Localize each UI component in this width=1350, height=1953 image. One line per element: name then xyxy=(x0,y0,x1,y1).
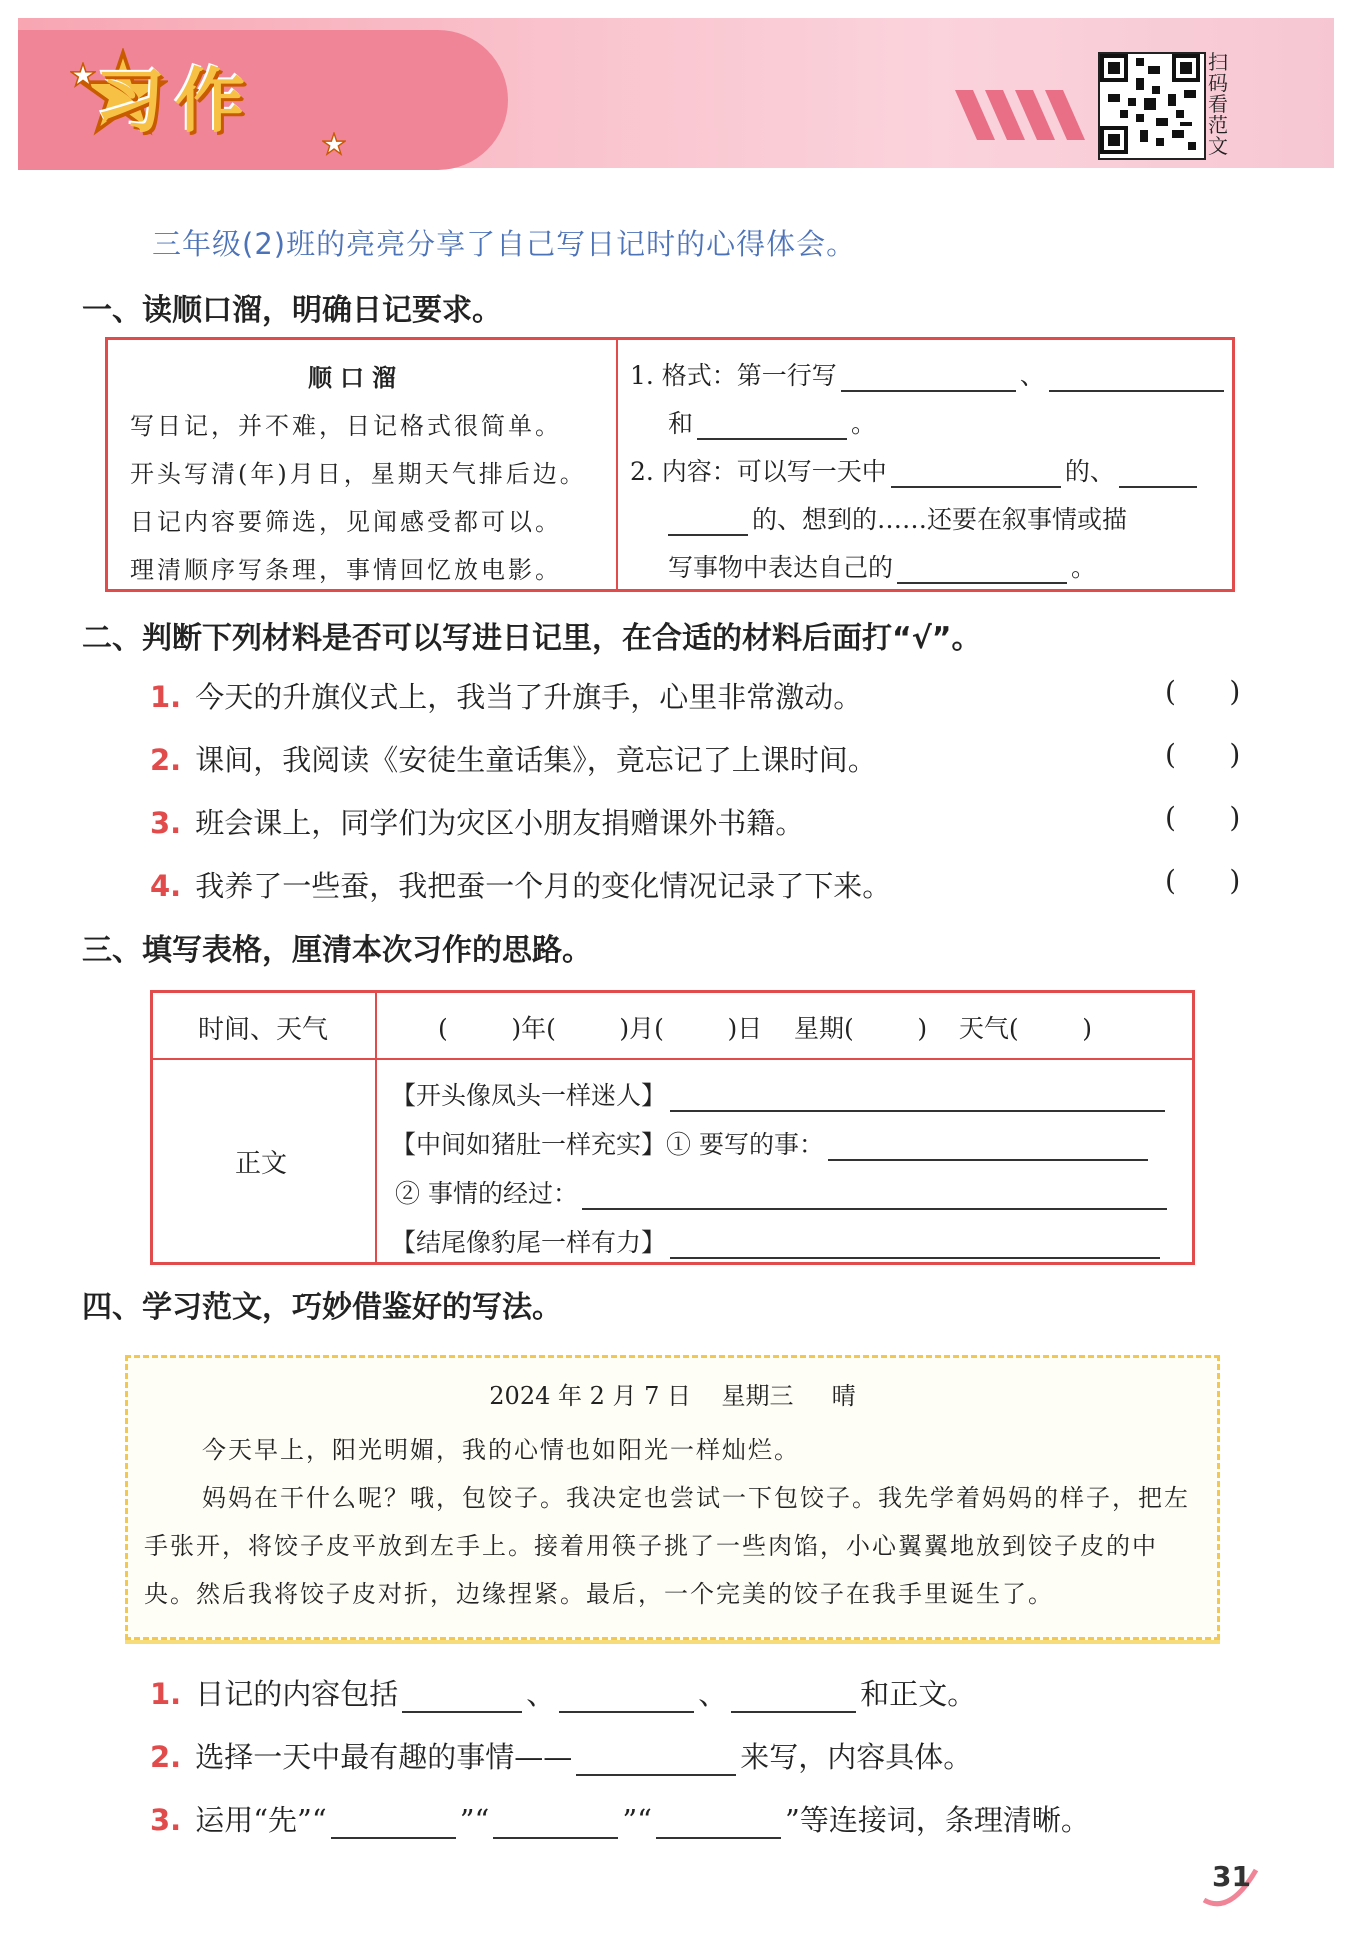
sample-essay-box xyxy=(125,1355,1220,1640)
rhyme-title: 顺口溜 xyxy=(308,363,404,392)
time-weather-label: 时间、天气 xyxy=(198,1015,329,1045)
req2-line2: 的、想到的……还要在叙事情或描 xyxy=(752,505,1128,534)
question-2 xyxy=(150,1735,972,1776)
q2-text: 选择一天中最有趣的事情—— xyxy=(195,1740,573,1774)
ending-row xyxy=(391,1223,1164,1259)
q1-sep: 、 xyxy=(698,1677,728,1711)
q3-end: ”等连接词，条理清晰。 xyxy=(785,1803,1090,1837)
req2-end: 。 xyxy=(1071,553,1097,582)
judgment-item xyxy=(150,864,891,905)
item-number: 2. xyxy=(150,743,182,777)
intro-text: 三年级(2)班的亮亮分享了自己写日记时的心得体会。 xyxy=(152,227,857,261)
q2-blank[interactable] xyxy=(576,1748,736,1776)
answer-paren[interactable]: ( ) xyxy=(1165,864,1241,897)
time-weather-value[interactable]: ( )年( )月( )日 星期( ) 天气( ) xyxy=(438,1014,1092,1043)
item-number: 2. xyxy=(150,1740,182,1774)
ending-label: 【结尾像豹尾一样有力】 xyxy=(391,1228,667,1257)
req1-label: 1. 格式：第一行写 xyxy=(630,361,837,390)
qr-label: 扫码看范文 xyxy=(1208,50,1228,158)
req1-and: 和 xyxy=(668,409,694,438)
small-star-icon xyxy=(70,62,96,88)
body-label: 正文 xyxy=(235,1149,288,1179)
opening-blank[interactable] xyxy=(670,1084,1165,1112)
q2-end: 来写，内容具体。 xyxy=(740,1740,973,1774)
essay-paragraph: 今天早上，阳光明媚，我的心情也如阳光一样灿烂。 xyxy=(202,1436,800,1464)
req2-de: 的、 xyxy=(1064,457,1115,486)
middle-row xyxy=(391,1125,1152,1161)
q1-blank-3[interactable] xyxy=(731,1685,856,1713)
content-blank-3[interactable] xyxy=(668,508,748,536)
item-text: 班会课上，同学们为灾区小朋友捐赠课外书籍。 xyxy=(195,806,805,840)
item-text: 我养了一些蚕，我把蚕一个月的变化情况记录了下来。 xyxy=(195,869,892,903)
table-hline xyxy=(153,1058,1192,1060)
ending-blank[interactable] xyxy=(670,1231,1160,1259)
process-row xyxy=(395,1174,1171,1210)
section2-heading: 二、判断下列材料是否可以写进日记里，在合适的材料后面打“√”。 xyxy=(82,621,982,656)
format-blank-3[interactable] xyxy=(697,412,847,440)
content-blank-1[interactable] xyxy=(891,460,1061,488)
format-requirement xyxy=(630,356,1228,392)
decorative-stripes xyxy=(955,90,1085,140)
q3-mid: ”“ xyxy=(622,1803,652,1837)
question-1 xyxy=(150,1672,976,1713)
question-3 xyxy=(150,1798,1090,1839)
requirements-box xyxy=(105,337,1235,592)
item-number: 3. xyxy=(150,806,182,840)
q3-blank-1[interactable] xyxy=(331,1811,456,1839)
req1-end: 。 xyxy=(851,409,877,438)
content-requirement-cont2 xyxy=(668,548,1096,584)
answer-paren[interactable]: ( ) xyxy=(1165,801,1241,834)
req2-label: 2. 内容：可以写一天中 xyxy=(630,457,887,486)
format-blank-2[interactable] xyxy=(1049,364,1224,392)
middle-blank[interactable] xyxy=(828,1133,1148,1161)
content-requirement xyxy=(630,452,1201,488)
item-text: 今天的升旗仪式上，我当了升旗手，心里非常激动。 xyxy=(195,680,863,714)
item-number: 1. xyxy=(150,1677,182,1711)
process-label: ② 事情的经过： xyxy=(395,1179,578,1208)
rhyme-line: 开头写清(年)月日，星期天气排后边。 xyxy=(130,460,587,488)
table-vline xyxy=(375,993,377,1262)
q1-text: 日记的内容包括 xyxy=(195,1677,399,1711)
judgment-item xyxy=(150,738,877,779)
rhyme-line: 理清顺序写条理，事情回忆放电影。 xyxy=(130,556,562,584)
q3-blank-2[interactable] xyxy=(493,1811,618,1839)
req2-line3: 写事物中表达自己的 xyxy=(668,553,894,582)
item-number: 1. xyxy=(150,680,182,714)
q3-blank-3[interactable] xyxy=(656,1811,781,1839)
format-blank-1[interactable] xyxy=(841,364,1016,392)
content-blank-4[interactable] xyxy=(897,556,1067,584)
content-requirement-cont xyxy=(668,500,1127,536)
q1-blank-2[interactable] xyxy=(559,1685,694,1713)
essay-date: 2024 年 2 月 7 日 星期三 晴 xyxy=(489,1382,856,1410)
item-number: 4. xyxy=(150,869,182,903)
section1-heading: 一、读顺口溜，明确日记要求。 xyxy=(82,293,502,328)
rhyme-line: 日记内容要筛选，见闻感受都可以。 xyxy=(130,508,562,536)
q3-text: 运用“先”“ xyxy=(195,1803,327,1837)
page-title: 习作 xyxy=(95,60,255,142)
rhyme-line: 写日记，并不难，日记格式很简单。 xyxy=(130,412,562,440)
answer-paren[interactable]: ( ) xyxy=(1165,675,1241,708)
plan-table xyxy=(150,990,1195,1265)
item-text: 课间，我阅读《安徒生童话集》，竟忘记了上课时间。 xyxy=(195,743,877,777)
answer-paren[interactable]: ( ) xyxy=(1165,738,1241,771)
section3-heading: 三、填写表格，厘清本次习作的思路。 xyxy=(82,933,592,968)
item-number: 3. xyxy=(150,1803,182,1837)
content-blank-2[interactable] xyxy=(1119,460,1197,488)
q1-sep: 、 xyxy=(526,1677,556,1711)
middle-label: 【中间如猪肚一样充实】① 要写的事： xyxy=(391,1130,824,1159)
process-blank[interactable] xyxy=(582,1182,1167,1210)
req1-sep: 、 xyxy=(1019,361,1045,390)
section4-heading: 四、学习范文，巧妙借鉴好的写法。 xyxy=(82,1290,562,1325)
judgment-item xyxy=(150,675,862,716)
format-requirement-cont xyxy=(668,404,876,440)
opening-label: 【开头像凤头一样迷人】 xyxy=(391,1081,667,1110)
q3-mid: ”“ xyxy=(459,1803,490,1837)
q1-end: 和正文。 xyxy=(860,1677,977,1711)
q1-blank-1[interactable] xyxy=(402,1685,522,1713)
page-number: 31 xyxy=(1212,1860,1251,1893)
judgment-item xyxy=(150,801,804,842)
box-divider xyxy=(616,340,618,589)
small-star-icon xyxy=(322,132,346,156)
opening-row xyxy=(391,1076,1169,1112)
qr-code-icon[interactable] xyxy=(1098,52,1206,160)
essay-paragraph: 妈妈在干什么呢？哦，包饺子。我决定也尝试一下包饺子。我先学着妈妈的样子，把左手张开，将饺子皮平放到左手上。接着用筷子挑了一些肉馅，小心翼翼地放到饺子皮的中央。然后我将饺子皮对折，边缘捏紧。最后，一个完美的饺子在我手里诞生了。 xyxy=(144,1484,1190,1608)
